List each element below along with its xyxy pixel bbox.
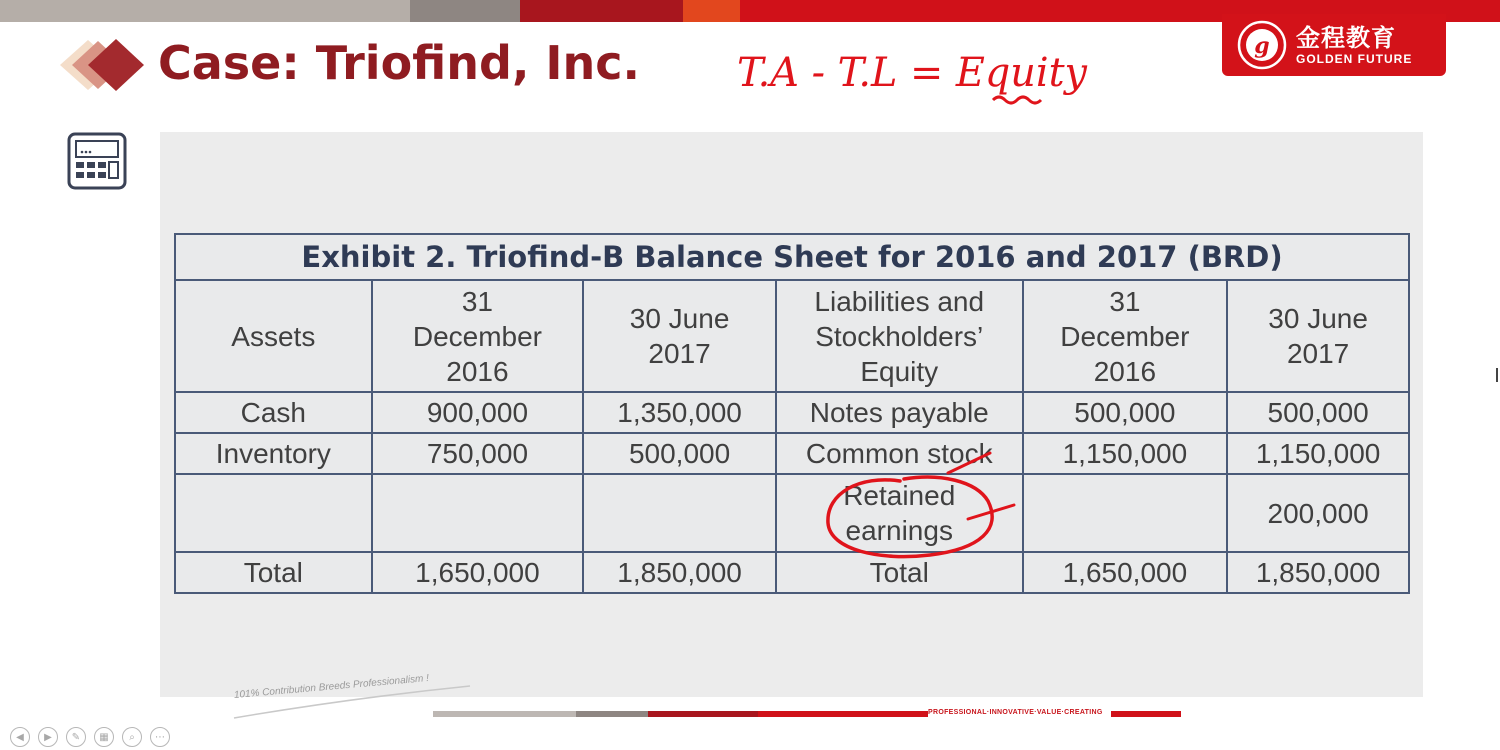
cell-liability: Total [776, 552, 1023, 593]
cell-value: 1,650,000 [1023, 552, 1228, 593]
cell-asset: Total [175, 552, 372, 593]
handwritten-equation [735, 38, 1105, 110]
cell-value [1023, 474, 1228, 552]
table-row [175, 433, 1409, 474]
page-title: Case: Triofind, Inc. [158, 36, 641, 90]
golden-future-logo [1222, 14, 1446, 76]
table-header-row [175, 280, 1409, 392]
cell-value: 500,000 [1227, 392, 1409, 433]
cell-liability-retained-earnings: Retained earnings [776, 474, 1023, 552]
logo-emblem-icon [1236, 19, 1288, 71]
pen-tool-icon[interactable]: ✎ [66, 727, 86, 747]
more-options-icon[interactable]: ⋯ [150, 727, 170, 747]
diamond-bullet-icon [58, 32, 158, 98]
logo-english-text: GOLDEN FUTURE [1296, 52, 1413, 66]
cell-value [583, 474, 776, 552]
calculator-icon [67, 132, 127, 190]
cell-value: 1,650,000 [372, 552, 584, 593]
cell-asset: Cash [175, 392, 372, 433]
cell-value: 1,150,000 [1023, 433, 1228, 474]
exhibit-caption: Exhibit 2. Triofind-B Balance Sheet for 2016 and 2017 (BRD) [175, 234, 1409, 280]
cell-asset [175, 474, 372, 552]
cell-liability: Common stock [776, 433, 1023, 474]
header-assets-dec-2016: 31 December 2016 [372, 280, 584, 392]
edge-marker [1496, 368, 1498, 382]
cell-value: 1,850,000 [1227, 552, 1409, 593]
header-assets-jun-2017: 30 June 2017 [583, 280, 776, 392]
next-slide-icon[interactable]: ▶ [38, 727, 58, 747]
table-row-total [175, 552, 1409, 593]
footer-slogan: 101% Contribution Breeds Professionalism ! [233, 672, 430, 701]
cell-value: 1,850,000 [583, 552, 776, 593]
logo-chinese-text: 金程教育 [1296, 24, 1396, 52]
cell-value [372, 474, 584, 552]
balance-sheet-table [174, 233, 1410, 594]
slideshow-controls [10, 727, 170, 747]
header-assets: Assets [175, 280, 372, 392]
svg-text:g: g [1254, 33, 1270, 59]
header-liab-dec-2016: 31 December 2016 [1023, 280, 1228, 392]
cell-value: 500,000 [583, 433, 776, 474]
slides-overview-icon[interactable]: ▦ [94, 727, 114, 747]
cell-value: 200,000 [1227, 474, 1409, 552]
header-liabilities: Liabilities and Stockholders’ Equity [776, 280, 1023, 392]
cell-value: 750,000 [372, 433, 584, 474]
cell-value: 1,350,000 [583, 392, 776, 433]
table-row [175, 392, 1409, 433]
cell-value: 500,000 [1023, 392, 1228, 433]
table-row [175, 474, 1409, 552]
cell-value: 900,000 [372, 392, 584, 433]
header-liab-jun-2017: 30 June 2017 [1227, 280, 1409, 392]
cell-value: 1,150,000 [1227, 433, 1409, 474]
previous-slide-icon[interactable]: ◀ [10, 727, 30, 747]
footer-tagline: PROFESSIONAL·INNOVATIVE·VALUE·CREATING [928, 709, 1103, 716]
zoom-icon[interactable]: ⌕ [122, 727, 142, 747]
cell-asset: Inventory [175, 433, 372, 474]
cell-liability: Notes payable [776, 392, 1023, 433]
handwritten-equation-text: T.A - T.L = Equity [737, 50, 1089, 96]
